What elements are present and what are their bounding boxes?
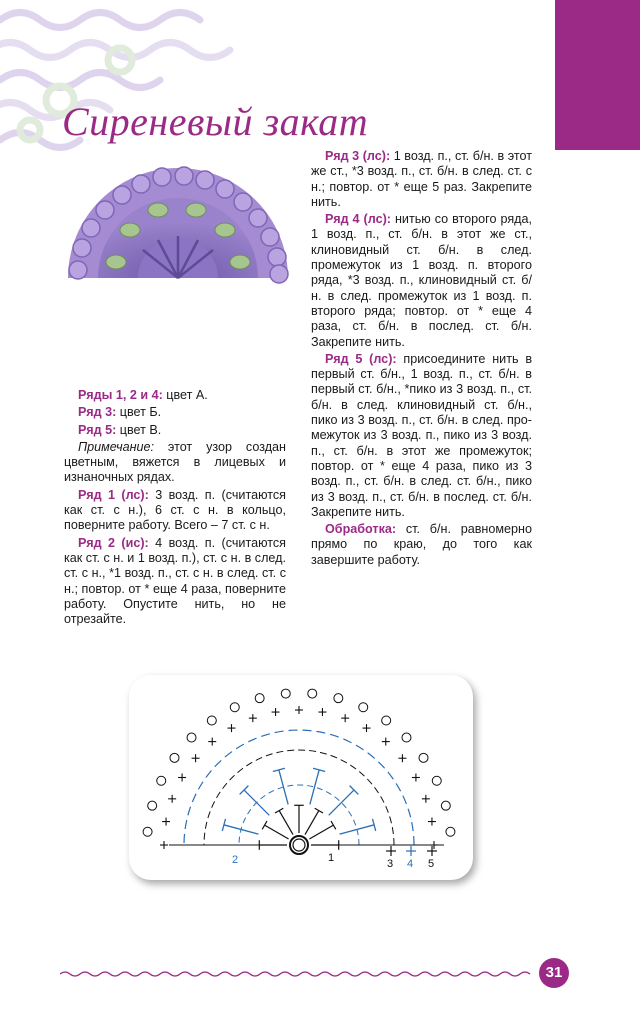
stitch-row1-top — [315, 808, 323, 813]
picot-symbol — [255, 694, 264, 703]
stitch-row2 — [310, 770, 319, 805]
picot-symbol — [207, 716, 216, 725]
stitch-row1 — [264, 825, 288, 839]
stitch-row1 — [305, 810, 319, 834]
picot-symbol — [281, 689, 290, 698]
picot-symbol — [446, 827, 455, 836]
picot-symbol — [148, 801, 157, 810]
picot-symbol — [419, 753, 428, 762]
stitch-row1 — [279, 810, 293, 834]
left-text-column — [64, 388, 286, 629]
picot-symbol — [187, 733, 196, 742]
crochet-diagram-card — [129, 675, 473, 880]
row3-paragraph: Ряд 3 (лс): 1 возд. п., ст. б/н. в этот же ст., *3 возд. п., ст. б/н. в след. ст. с н.; повтор. от * еще 5 раз. Закрепите нить. — [311, 149, 532, 209]
row5-paragraph: Ряд 5 (лс): присоедините нить в первый ст. б/н., 1 возд. п., ст. б/н. в первый ст. б/н., *пико из 3 возд. п., ст. б/н. в след. клиновидный ст. б/н., пико из 3 возд. п., ст. б/н. в след. промежуток из 3 возд. п., пико из 3 возд. п., ст. б/н. в этот же промежуток; повтор. от * еще 4 раза, пико из 3 возд. п., ст. б/н. в след. ст. б/н., пико из 3 возд. п., ст. б/н. в послед. ст. б/н. Закрепите нить. — [311, 351, 533, 519]
picot-symbol — [441, 801, 450, 810]
picot-symbol — [143, 827, 152, 836]
picot-symbol — [334, 694, 343, 703]
row-label-4: 4 — [407, 858, 414, 870]
note-paragraph: Примечание: этот узор создан цветным, вяжется в лицевых и изнаночных рядах. — [64, 439, 286, 485]
picot-symbol — [157, 776, 166, 785]
stitch-row2 — [329, 790, 354, 815]
stitch-row2 — [279, 770, 288, 805]
row2-paragraph: Ряд 2 (ис): 4 возд. п. (считаются как ст. с н. и 1 возд. п.), ст. с н. в след. ст. с н., *1 возд. п., ст. с н. в след. ст. с н.; повтор. от * еще 4 раза, поверните работу. Опустите нить, но не отрезайте. — [64, 535, 286, 627]
picot-symbol — [230, 703, 239, 712]
right-text-column — [311, 149, 532, 570]
chapter-tab — [555, 0, 640, 150]
picot-symbol — [170, 753, 179, 762]
row-label-5: 5 — [428, 858, 435, 870]
stitch-row1-top — [262, 821, 267, 829]
row-label-2: 2 — [232, 854, 239, 866]
row-label-3: 3 — [387, 858, 394, 870]
row1-paragraph: Ряд 1 (лс): 3 возд. п. (считаются как ст. с н.), 6 ст. с н. в кольцо, поверните работу. Всего – 7 ст. с н. — [64, 487, 286, 533]
color-line-b: Ряд 3: цвет Б. — [78, 405, 162, 420]
picot-symbol — [382, 716, 391, 725]
finishing-paragraph: Обработка: ст. б/н. равномерно прямо по краю, до того как завершите работу. — [311, 522, 532, 567]
row4-paragraph: Ряд 4 (лс): нитью со второго ряда, 1 возд. п., ст. б/н. в этот же ст., клиновидный ст. б/н. в след. промежуток из 1 возд. п. второго ряда, *3 возд. п., клиновидный ст. б/н. в след. промежуток из 1 возд. п. второго ряда; повтор. от * еще 4 раза, ст. б/н. в послед. ст. б/н. Закрепите нить. — [311, 212, 533, 349]
picot-symbol — [359, 703, 368, 712]
crochet-sample-photo — [58, 150, 298, 290]
page-number: 31 — [539, 958, 569, 988]
stitch-row1 — [309, 825, 333, 839]
footer-wave-divider — [60, 962, 540, 982]
picot-symbol — [432, 776, 441, 785]
stitch-row1-top — [275, 808, 283, 813]
picot-symbol — [402, 733, 411, 742]
picot-symbol — [308, 689, 317, 698]
color-line-a: Ряды 1, 2 и 4: цвет А. — [78, 388, 208, 402]
row-label-1: 1 — [328, 852, 335, 864]
crochet-diagram — [129, 675, 473, 880]
color-line-c: Ряд 5: цвет В. — [78, 422, 162, 437]
stitch-row1-top — [331, 821, 336, 829]
page-title: Сиреневый закат — [62, 99, 369, 144]
